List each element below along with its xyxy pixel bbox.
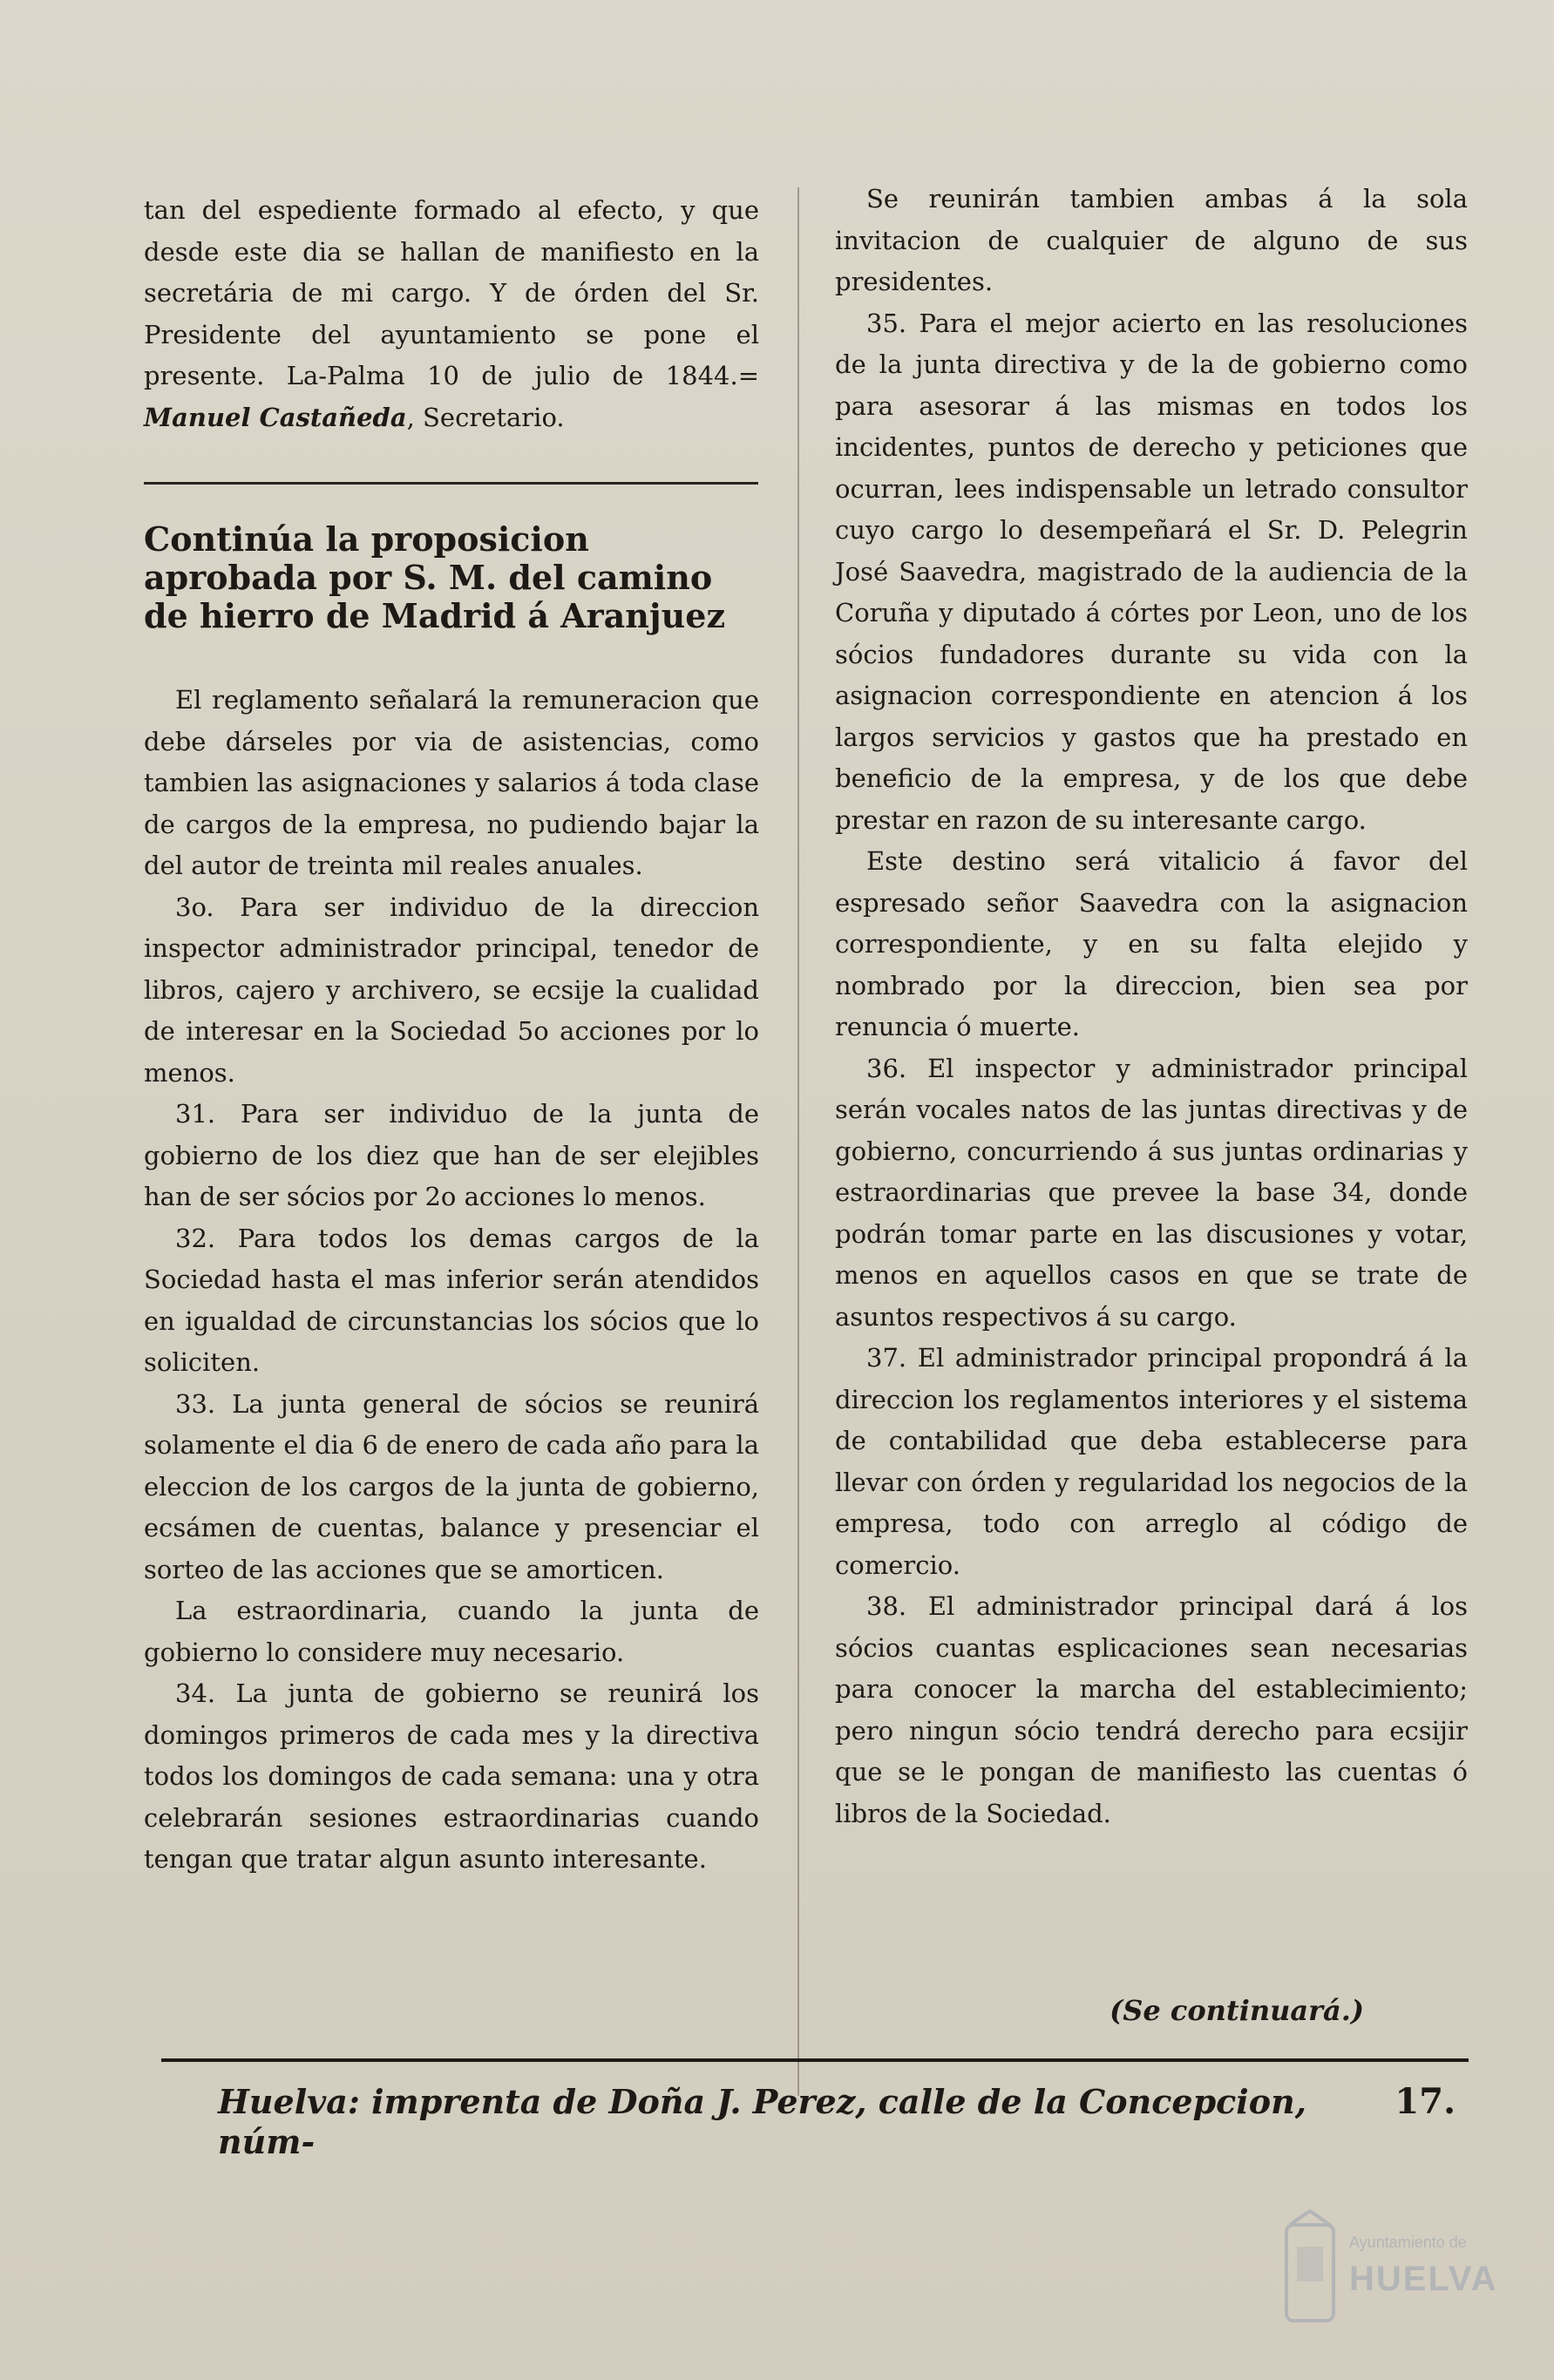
watermark-big: HUELVA [1349,2260,1498,2298]
right-column [835,179,1468,1834]
left-column-body [144,680,759,1881]
footer-rule [161,2058,1469,2062]
paragraph: Se reunirán tambien ambas á la sola invitacion de cualquier de alguno de sus presidentes. [835,184,1468,296]
signature-name: Manuel Castañeda [144,402,407,432]
paragraph: 34. La junta de gobierno se reunirá los domingos primeros de cada mes y la directiva todos los domingos de cada semana: una y otra celebrarán sesiones estraordinarias cuando tengan que tratar algun asunto interesante. [144,1678,759,1874]
imprint-line: Huelva: imprenta de Doña J. Perez, calle de la Concepcion, núm- [218,2082,1306,2161]
paragraph: 31. Para ser individuo de la junta de gobierno de los diez que han de ser elejibles han de ser sócios por 2o acciones lo menos. [144,1099,759,1211]
watermark-text [1349,2234,1498,2298]
section-heading: Continúa la proposicion aprobada por S. M. del camino de hierro de Madrid á Aranjuez [144,519,726,635]
paragraph: 32. Para todos los demas cargos de la Sociedad hasta el mas inferior serán atendidos en igualdad de circunstancias los sócios que lo soliciten. [144,1223,759,1377]
continuation-note: (Se continuará.) [1110,1994,1364,2027]
paragraph: El reglamento señalará la remuneracion que debe dárseles por via de asistencias, como tambien las asignaciones y salarios á toda clase de cargos de la empresa, no pudiendo bajar la del autor de treinta mil reales anuales. [144,685,759,880]
footer [218,2082,1456,2162]
page-number: 17. [1395,2081,1456,2122]
column-divider [797,187,799,2096]
archive-watermark [1279,2207,1498,2356]
paragraph: 3o. Para ser individuo de la direccion inspector administrador principal, tenedor de libros, cajero y archivero, se ecsije la cualidad de interesar en la Sociedad 5o acciones por lo menos. [144,892,759,1088]
watermark-small: Ayuntamiento de [1349,2234,1467,2251]
coat-of-arms-icon [1279,2207,1340,2338]
notice-paragraph: tan del espediente formado al efecto, y que desde este dia se hallan de manifiesto en la secretária de mi cargo. Y de órden del Sr. Presidente del ayuntamiento se pone el presente. La-Palma 10 de julio de 1844.= Manuel Castañeda, Secretario. [144,195,759,432]
signature-title: , Secretario. [406,402,565,432]
paragraph: 35. Para el mejor acierto en las resoluciones de la junta directiva y de la de gobierno como para asesorar á las mismas en todos los incidentes, puntos de derecho y peticiones que ocurran, lees indispensable un letrado consultor cuyo cargo lo desempeñará el Sr. D. Pelegrin José Saavedra, magistrado de la audiencia de la Coruña y diputado á córtes por Leon, uno de los sócios fundadores durante su vida con la asignacion correspondiente en atencion á los largos servicios y gastos que ha prestado en beneficio de la empresa, y de los que debe prestar en razon de su interesante cargo. [835,308,1468,835]
paragraph: 36. El inspector y administrador principal serán vocales natos de las juntas directivas y de gobierno, concurriendo á sus juntas ordinarias y estraordinarias que prevee la base 34, donde podrán tomar parte en las discusiones y votar, menos en aquellos casos en que se trate de asuntos respectivos á su cargo. [835,1053,1468,1332]
paragraph: 38. El administrador principal dará á los sócios cuantas esplicaciones sean necesarias para conocer la marcha del establecimiento; pero ningun sócio tendrá derecho para ecsijir que se le pongan de manifiesto las cuentas ó libros de la Sociedad. [835,1591,1468,1828]
left-column-top [144,190,759,438]
section-rule [144,482,758,485]
paragraph: 37. El administrador principal propondrá á la direccion los reglamentos interiores y el sistema de contabilidad que deba establecerse para llevar con órden y regularidad los negocios de la empresa, todo con arreglo al código de comercio. [835,1343,1468,1580]
paragraph: Este destino será vitalicio á favor del espresado señor Saavedra con la asignacion correspondiente, y en su falta elejido y nombrado por la direccion, bien sea por renuncia ó muerte. [835,846,1468,1041]
paragraph: 33. La junta general de sócios se reunirá solamente el dia 6 de enero de cada año para la eleccion de los cargos de la junta de gobierno, ecsámen de cuentas, balance y presenciar el sorteo de las acciones que se amorticen. [144,1388,759,1584]
paragraph: La estraordinaria, cuando la junta de gobierno lo considere muy necesario. [144,1596,759,1667]
